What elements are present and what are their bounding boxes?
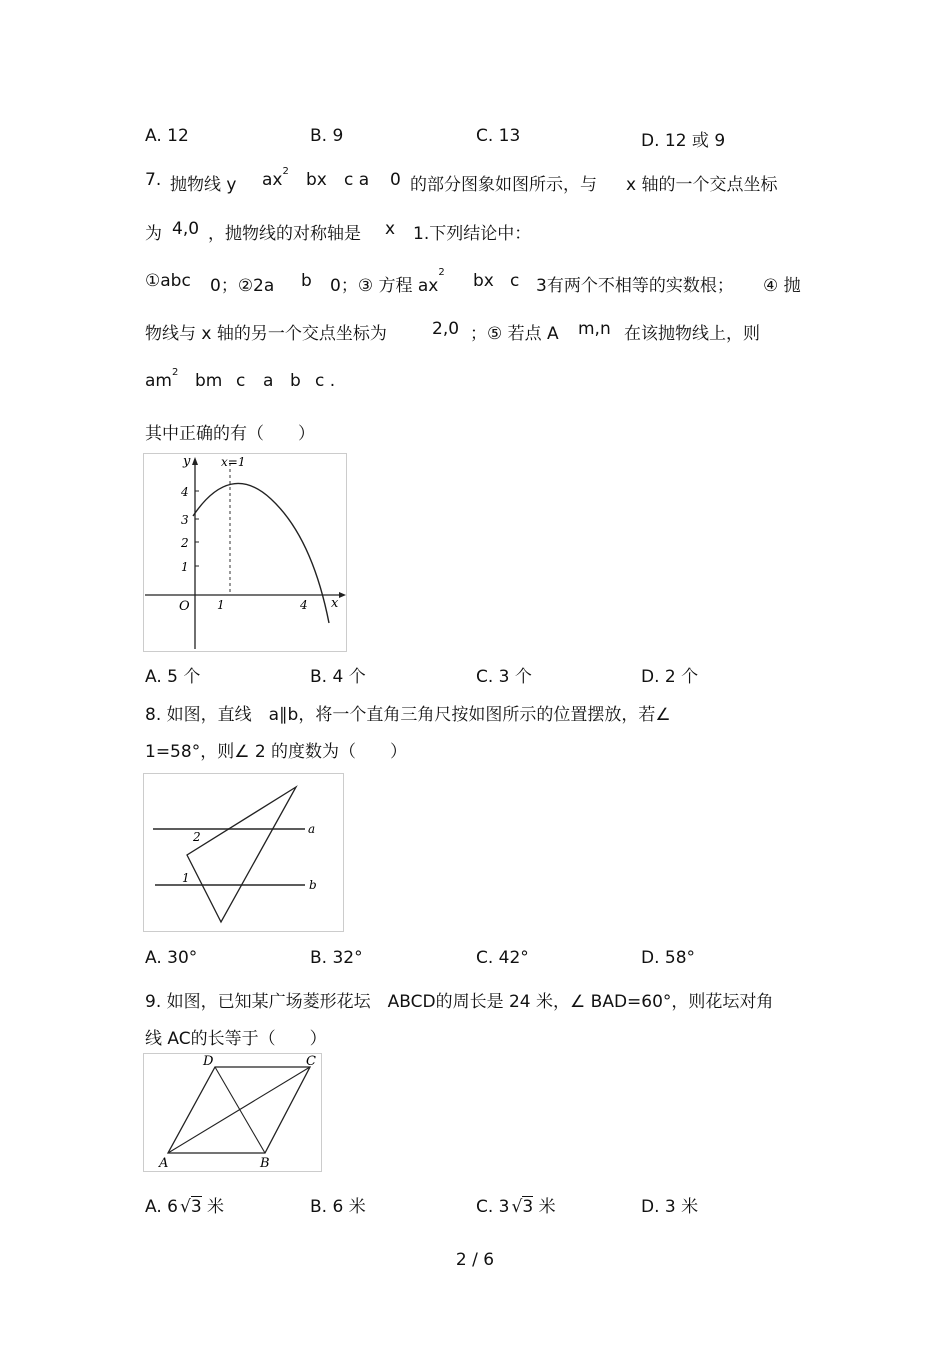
page-number: 2 / 6: [455, 1250, 495, 1270]
q7-text: x 轴的一个交点坐标: [626, 175, 778, 195]
q8-stem: 8. 如图，直线 a∥b，将一个直角三角尺按如图所示的位置摆放，若∠: [145, 705, 671, 725]
q7-option-b: B. 4 个: [310, 667, 366, 687]
q7-statement: a: [263, 371, 274, 391]
parabola-figure: [143, 453, 348, 653]
q7-text: ，抛物线的对称轴是: [208, 224, 361, 244]
vertex-c-label: C: [306, 1054, 316, 1069]
x-tick-label: 1: [217, 598, 225, 612]
q8-option-d: D. 58°: [641, 948, 696, 968]
q7-statement: 0；③ 方程 $ax^2$: [330, 267, 445, 296]
q7-statement: 3有两个不相等的实数根；: [536, 276, 734, 296]
q7-statement: ；⑤ 若点 A: [470, 324, 559, 344]
origin-label: O: [179, 599, 190, 614]
q7-number: 7.: [145, 170, 162, 190]
q7-statement: bm: [195, 371, 223, 391]
q9-option-a: A. 6 √3 米: [145, 1197, 225, 1217]
q7-statement: c: [236, 371, 246, 391]
q6-option-c: C. 13: [476, 126, 521, 146]
q6-option-d: D. 12 或 9: [641, 131, 726, 151]
q8-stem: 1=58°，则∠ 2 的度数为（ ）: [145, 742, 408, 762]
q7-statement: c: [510, 271, 520, 291]
q7-option-c: C. 3 个: [476, 667, 532, 687]
diagonal-bd: [215, 1067, 265, 1153]
q7-statement: 物线与 x 轴的另一个交点坐标为: [145, 324, 387, 344]
vertex-b-label: B: [260, 1156, 270, 1171]
y-axis-arrow: [192, 457, 198, 465]
y-axis-label: y: [183, 454, 191, 469]
vertex-d-label: D: [203, 1054, 214, 1069]
x-tick-label: 4: [300, 598, 308, 612]
q9-option-d: D. 3 米: [641, 1197, 699, 1217]
parabola-curve: [193, 483, 329, 623]
q7-statement: 2,0: [432, 319, 460, 339]
q7-statement: ④ 抛: [763, 276, 801, 296]
q7-text: 的部分图象如图所示，与: [410, 175, 597, 195]
diagonal-ac: [168, 1067, 310, 1153]
q7-statement: b: [290, 371, 301, 391]
q6-option-a: A. 12: [145, 126, 189, 146]
q6-option-b: B. 9: [310, 126, 344, 146]
x-axis-label: x: [331, 596, 339, 611]
q7-option-d: D. 2 个: [641, 667, 699, 687]
q8-option-c: C. 42°: [476, 948, 529, 968]
q7-option-a: A. 5 个: [145, 667, 201, 687]
y-tick-label: 4: [181, 485, 189, 499]
q7-statement: 0；②2a: [210, 276, 275, 296]
q7-prompt: 其中正确的有（ ）: [145, 424, 315, 444]
q7-text: c a: [344, 170, 370, 190]
q9-stem: 9. 如图，已知某广场菱形花坛 ABCD的周长是 24 米，∠ BAD=60°，则花坛对角: [145, 992, 774, 1012]
q7-text: 抛物线 y: [170, 175, 237, 195]
q8-option-b: B. 32°: [310, 948, 363, 968]
q7-text: 0: [390, 170, 401, 190]
q7-statement: 在该抛物线上，则: [624, 324, 760, 344]
q7-text: 1.下列结论中：: [413, 224, 532, 244]
angle-2-label: 2: [193, 830, 201, 844]
q7-text: 4,0: [172, 219, 200, 239]
q8-option-a: A. 30°: [145, 948, 198, 968]
x-axis-arrow: [339, 592, 346, 598]
vertex-a-label: A: [159, 1156, 169, 1171]
y-tick-label: 3: [181, 513, 189, 527]
q9-option-c: C. 3 √3 米: [476, 1197, 556, 1217]
rhombus-figure: [143, 1053, 323, 1173]
angle-1-label: 1: [182, 871, 190, 885]
q7-statement: b: [301, 271, 312, 291]
right-triangle: [187, 787, 296, 922]
q7-statement: ①abc: [145, 271, 191, 291]
q9-stem: 线 AC的长等于（ ）: [145, 1029, 327, 1049]
y-tick-label: 2: [181, 536, 189, 550]
q9-option-b: B. 6 米: [310, 1197, 366, 1217]
q7-statement: bx: [473, 271, 494, 291]
q7-text: 为: [145, 224, 162, 244]
q7-statement: $am^2$: [145, 367, 179, 391]
q7-statement: m,n: [578, 319, 611, 339]
line-b-label: b: [309, 878, 317, 892]
q7-text: bx: [306, 170, 327, 190]
y-tick-label: 1: [181, 560, 189, 574]
q7-text: x: [385, 219, 396, 239]
line-a-label: a: [308, 822, 316, 836]
q7-statement: c .: [315, 371, 336, 391]
triangle-figure: [143, 773, 345, 933]
q7-text: $ax^2$: [262, 166, 289, 190]
symmetry-label: x=1: [221, 455, 246, 469]
